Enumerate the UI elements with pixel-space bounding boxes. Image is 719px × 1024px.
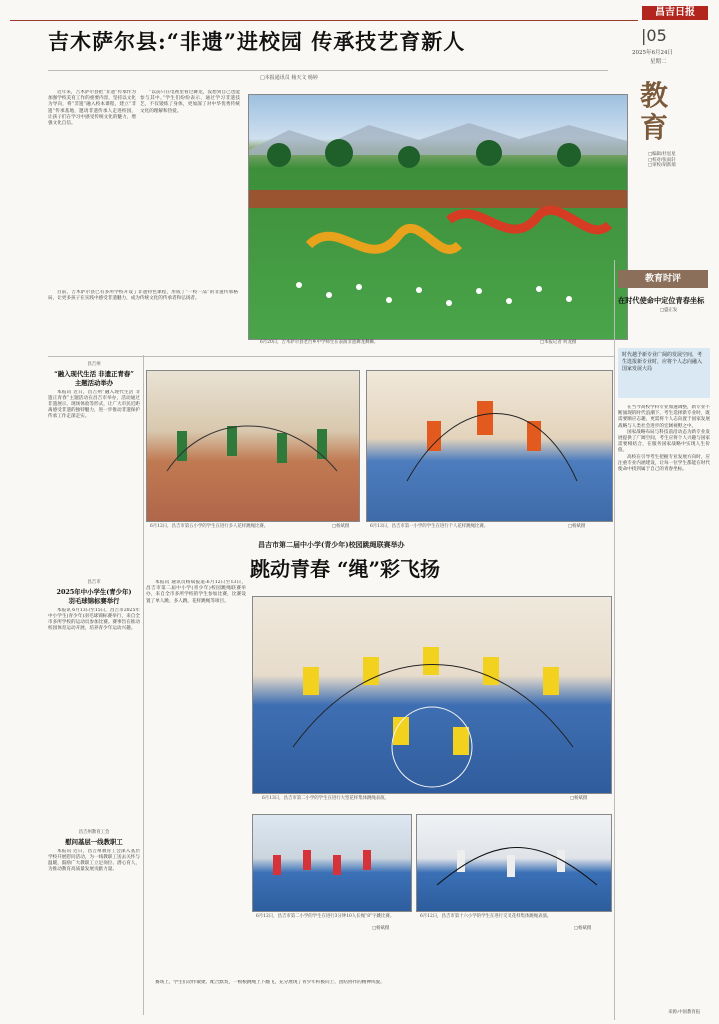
masthead-logo: 昌吉日报 bbox=[642, 6, 708, 20]
commentary-body-p3: 高校在引导考生把握专业发展方向时，应注重专业内涵建设，让每一位学生都能在时代使命中找到属于自己的青春坐标。 bbox=[618, 454, 710, 473]
brief-1-kicker: 昌吉州 bbox=[87, 362, 101, 367]
rope-right-credit: □杨斌摄 bbox=[568, 524, 586, 529]
commentary-source: 来源:中国教育报 bbox=[668, 1010, 701, 1015]
rope-left-caption: 6月12日，昌吉市第五小学的学生在进行多人花样跳绳比赛。 bbox=[150, 524, 269, 529]
rope-big-credit: □杨斌摄 bbox=[570, 796, 588, 801]
brief-2-headline: 2025年中小学生(青少年) 羽毛球锦标赛举行 bbox=[56, 587, 132, 605]
brief-2-body bbox=[48, 608, 140, 808]
row-divider bbox=[48, 356, 614, 357]
brief-3-headline: 慰问基层一线教职工 bbox=[65, 837, 123, 846]
commentary-body-p2: 国家战略布局与科技前沿动态为新专业发展提供了广阔空间，考生应将个人兴趣与国家需要相结合，在服务国家战略中实现人生价值。 bbox=[618, 429, 710, 454]
commentary-author: □盛正发 bbox=[660, 308, 678, 313]
brief-3-body bbox=[48, 849, 140, 1019]
commentary-column-label: 教育时评 bbox=[618, 270, 708, 288]
rope-story-body-left-text: 本报讯 通讯员杨斌报道:6月12日至13日，昌吉市第二届中小学(青少年)校园跳绳联赛举办，来自全市多所学校的学生参加比赛，比赛设置了单人跳、多人跳、花样跳绳等项目。 bbox=[146, 580, 246, 604]
rope-bottom-right-credit: □杨斌摄 bbox=[574, 926, 592, 931]
headline-rule bbox=[48, 70, 608, 71]
rope-story-body-right bbox=[146, 980, 606, 1020]
main-body-col3 bbox=[48, 290, 238, 340]
rope-bottom-left-credit: □杨斌摄 bbox=[372, 926, 390, 931]
brief-1-text: 本报讯 近日，昌吉州“融入现代生活 非遗正青春”主题活动在昌吉市举办，活动通过非遗展示、现场体验等形式，让广大市民近距离感受非遗的独特魅力，进一步推动非遗保护传承工作走深走实。 bbox=[48, 389, 140, 420]
issue-weekday: 星期二 bbox=[650, 59, 667, 65]
rope-big-photo-illustration bbox=[253, 597, 611, 793]
brief-3-text: 本报讯 近日，昌吉州教育工会深入基层学校开展慰问活动，为一线教职工送去关怀与温暖，鼓励广大教职工立足岗位、潜心育人，为推动教育高质量发展贡献力量。 bbox=[48, 848, 140, 873]
dragon-dance-illustration bbox=[249, 95, 627, 339]
commentary-body-p1: 在当今高校学科专业加速调整，新专业不断涌现的时代浪潮下，考生选择新专业时，既需要顺应志趣，更需将个人志向置于国家发展战略与人类社会进步的宏阔视野之中。 bbox=[618, 405, 710, 429]
rope-bottom-left-photo bbox=[252, 814, 412, 912]
brief-1-headline: “融入现代生活 非遗正青春” 主题活动举办 bbox=[54, 369, 134, 387]
brief-1-body bbox=[48, 390, 140, 575]
main-headline: 吉木萨尔县:“非遗”进校园 传承技艺育新人 bbox=[48, 29, 466, 54]
page-number-value: 05 bbox=[646, 26, 667, 45]
issue-date: 2025年6月24日 bbox=[632, 50, 673, 56]
rope-bottom-left-illustration bbox=[253, 815, 411, 911]
commentary-headline: 在时代使命中定位青春坐标 bbox=[618, 296, 705, 305]
dragon-dance-photo bbox=[248, 94, 628, 340]
main-photo-caption: 6月20日，吉木萨尔县老台乡中学师生在表演非遗舞龙舞狮。 bbox=[260, 340, 379, 345]
top-rule bbox=[10, 20, 638, 21]
commentary-body bbox=[618, 405, 710, 1005]
brief-2-text: 本报讯 6月13日至15日，昌吉市2025年中小学生(青少年)羽毛球锦标赛举行，来自全市多所学校的运动员参加比赛。赛事旨在推动校园体育运动开展，培养青少年运动兴趣。 bbox=[48, 607, 140, 632]
editor-line: □编辑/杜星星 bbox=[648, 152, 676, 157]
page-number: |05 bbox=[641, 26, 667, 45]
rope-right-caption: 6月13日，昌吉市第一小学的学生在进行个人花样跳绳比赛。 bbox=[370, 524, 489, 529]
rope-big-photo bbox=[252, 596, 612, 794]
brief-1 bbox=[48, 362, 140, 575]
rope-photo-right bbox=[366, 370, 613, 522]
main-body-col2-text: “以前只在电视里看过舞龙，没想到自己也能参与其中。”学生们纷纷表示，通过学习非遗技艺，不仅锻炼了身体，更加深了对中华优秀传统文化的理解和热爱。 bbox=[140, 90, 240, 114]
editor-lines bbox=[648, 152, 708, 169]
rope-big-caption: 6月13日，昌吉市第二小学的学生在进行大型花样集体跳绳表演。 bbox=[262, 796, 389, 801]
rope-photo-right-illustration bbox=[367, 371, 612, 521]
brief-3-kicker: 昌吉州教育工会 bbox=[78, 830, 110, 835]
rope-left-credit: □杨斌摄 bbox=[332, 524, 350, 529]
brief-3 bbox=[48, 830, 140, 1019]
rope-bottom-right-illustration bbox=[417, 815, 611, 911]
rope-photo-left bbox=[146, 370, 360, 522]
rope-story-headline: 跳动青春 “绳”彩飞扬 bbox=[250, 557, 440, 581]
section-title: 教育 bbox=[640, 79, 669, 144]
editor-line: □审校/胡新瑞 bbox=[648, 163, 676, 168]
column-divider-right bbox=[614, 260, 615, 1020]
rope-photo-left-illustration bbox=[147, 371, 359, 521]
rope-story-body-right-text: 赛场上，学生们动作敏捷、配合默契，一根根跳绳上下翻飞，充分展现了青少年积极向上、团结协作的精神风貌。 bbox=[155, 980, 385, 985]
rope-bottom-right-caption: 6月12日，昌吉市第十六小学的学生在进行交叉花样集体跳绳表演。 bbox=[420, 914, 552, 919]
rope-story-kicker: 昌吉市第二届中小学(青少年)校园跳绳联赛举办 bbox=[258, 540, 405, 549]
column-divider-left bbox=[143, 355, 144, 1015]
main-byline: □本报通讯员 杨天文 杨婷 bbox=[260, 75, 318, 81]
rope-story-body-left bbox=[146, 580, 246, 975]
main-photo-credit: □本报记者 何龙摄 bbox=[540, 340, 577, 345]
brief-2 bbox=[48, 580, 140, 808]
main-body-col1-text: 近年来，吉木萨尔县把“非遗”传承作为加强学校美育工作的重要内容，坚持以文化为导向，将“非遗”融入校本课程，建立“非遗”传承基地，邀请非遗传承人走进校园，让孩子们在学习中感受传统文化的魅力，增强文化自信。 bbox=[48, 90, 136, 127]
rope-bottom-left-caption: 6月12日，昌吉市第二小学的学生在进行3分钟10人长绳“8”字跳比赛。 bbox=[256, 914, 395, 919]
main-body-col3-text: 目前，吉木萨尔县已有多所学校开设了非遗特色课程，形成了“一校一品”的非遗传承格局，让更多孩子在实践中感受非遗魅力，成为传统文化的传承者和弘扬者。 bbox=[48, 290, 238, 302]
brief-2-kicker: 昌吉市 bbox=[87, 580, 101, 585]
rope-bottom-right-photo bbox=[416, 814, 612, 912]
commentary-pullquote: 时代越予新专业广阔的发展空间，考生选报新专业时，应将个人志向融入国家发展大局 bbox=[618, 348, 710, 398]
editor-line: □校对/张雨轩 bbox=[648, 157, 676, 163]
